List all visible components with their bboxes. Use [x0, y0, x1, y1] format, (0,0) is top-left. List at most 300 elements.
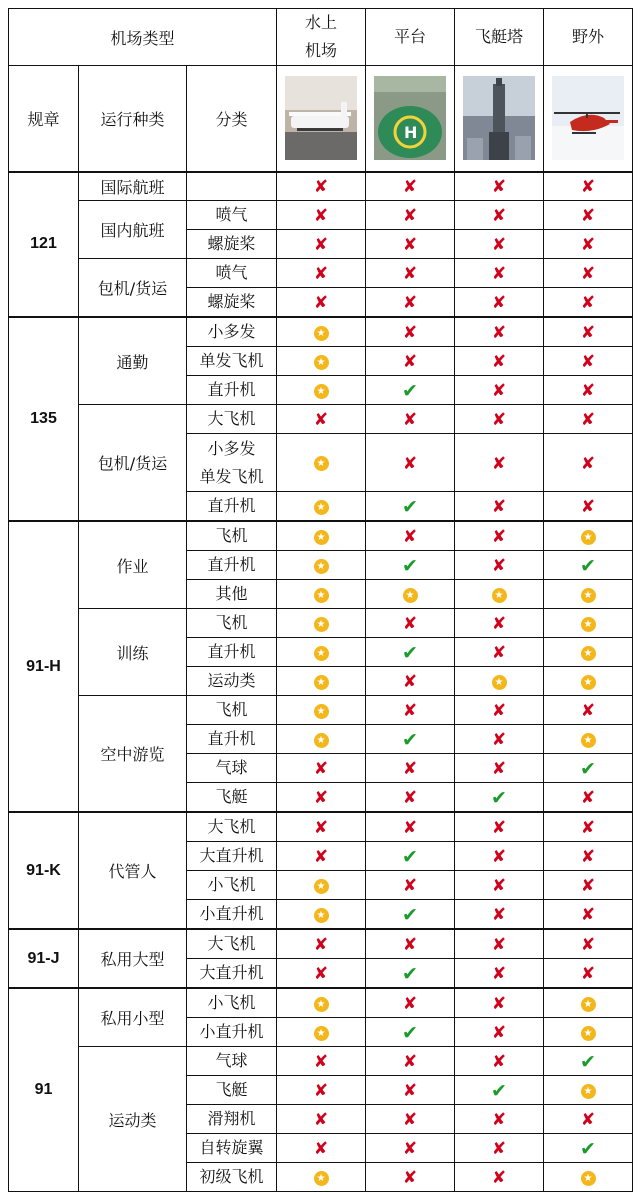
category-cell [187, 317, 277, 347]
status-cell [366, 551, 455, 580]
category-line: 大直升机 [199, 963, 264, 982]
status-cell [544, 580, 633, 609]
star-circle-icon: ★ [314, 704, 329, 719]
cross-icon: ✘ [491, 323, 507, 343]
category-cell [187, 667, 277, 696]
operation-cell: 通勤 [79, 317, 187, 405]
status-cell [277, 959, 366, 989]
cross-icon: ✘ [491, 1023, 507, 1043]
cross-icon: ✘ [402, 177, 418, 198]
category-cell [187, 580, 277, 609]
status-cell [277, 667, 366, 696]
star-circle-icon: ★ [314, 997, 329, 1012]
status-cell [455, 347, 544, 376]
status-cell [455, 551, 544, 580]
status-cell [455, 230, 544, 259]
status-cell [455, 609, 544, 638]
status-cell [544, 900, 633, 930]
operation-cell: 包机/货运 [79, 259, 187, 318]
status-cell [277, 842, 366, 871]
status-cell [455, 1018, 544, 1047]
status-cell [366, 1163, 455, 1192]
category-line: 小多发 [207, 322, 256, 341]
status-cell [366, 1134, 455, 1163]
status-cell [455, 959, 544, 989]
cross-icon: ✘ [580, 381, 596, 401]
cross-icon: ✘ [402, 614, 418, 634]
regulation-cell: 91-J [9, 929, 79, 988]
status-cell [544, 1018, 633, 1047]
table-row [9, 317, 633, 347]
operation-cell: 国内航班 [79, 201, 187, 259]
cross-icon: ✘ [491, 876, 507, 896]
cross-icon: ✘ [402, 1081, 418, 1101]
cross-icon: ✘ [580, 352, 596, 372]
status-cell [544, 754, 633, 783]
category-cell [187, 1076, 277, 1105]
cross-icon: ✘ [313, 1081, 329, 1101]
cross-icon: ✘ [402, 935, 418, 955]
status-cell [366, 521, 455, 551]
status-cell [544, 317, 633, 347]
star-circle-icon: ★ [314, 1171, 329, 1186]
category-cell [187, 812, 277, 842]
category-line: 螺旋桨 [207, 234, 256, 253]
cross-icon: ✘ [491, 556, 507, 576]
status-cell [544, 1076, 633, 1105]
table-row [9, 696, 633, 725]
cross-icon: ✘ [402, 235, 418, 255]
category-line: 直升机 [207, 555, 256, 574]
category-line: 气球 [215, 1051, 248, 1070]
header-operation-type: 运行种类 [79, 66, 187, 172]
cross-icon: ✘ [580, 876, 596, 896]
category-cell [187, 172, 277, 201]
status-cell [366, 754, 455, 783]
cross-icon: ✘ [313, 759, 329, 779]
category-line: 气球 [215, 758, 248, 777]
airship-tower-photo [455, 76, 543, 160]
status-cell [544, 696, 633, 725]
cross-icon: ✘ [580, 177, 596, 198]
star-circle-icon: ★ [581, 733, 596, 748]
status-cell [544, 667, 633, 696]
status-cell [455, 988, 544, 1018]
star-circle-icon: ★ [581, 646, 596, 661]
star-circle-icon: ★ [581, 1084, 596, 1099]
status-cell [366, 667, 455, 696]
operation-cell: 空中游览 [79, 696, 187, 813]
svg-text:H: H [404, 123, 418, 143]
category-cell [187, 259, 277, 288]
table-row [9, 201, 633, 230]
status-cell [455, 172, 544, 201]
cross-icon: ✘ [491, 759, 507, 779]
category-line: 直升机 [207, 729, 256, 748]
status-cell [544, 812, 633, 842]
status-cell [277, 317, 366, 347]
status-cell [277, 725, 366, 754]
cross-icon: ✘ [313, 235, 329, 255]
check-icon: ✔ [580, 555, 596, 577]
status-cell [277, 347, 366, 376]
operation-cell: 私用小型 [79, 988, 187, 1047]
table-row [9, 812, 633, 842]
star-circle-icon: ★ [314, 384, 329, 399]
category-line: 飞机 [215, 526, 248, 545]
cross-icon: ✘ [402, 1168, 418, 1188]
cross-icon: ✘ [491, 453, 507, 474]
cross-icon: ✘ [491, 847, 507, 867]
status-cell [544, 1134, 633, 1163]
category-line: 运动类 [207, 671, 256, 690]
star-circle-icon: ★ [314, 355, 329, 370]
category-cell [187, 376, 277, 405]
category-cell [187, 842, 277, 871]
cross-icon: ✘ [580, 206, 596, 226]
status-cell [455, 492, 544, 522]
cross-icon: ✘ [402, 410, 418, 430]
operation-cell: 训练 [79, 609, 187, 696]
status-cell [544, 842, 633, 871]
cross-icon: ✘ [313, 264, 329, 284]
category-line: 其他 [215, 584, 248, 603]
category-line: 滑翔机 [207, 1109, 256, 1128]
header-col-3 [455, 9, 544, 66]
category-line: 喷气 [215, 263, 248, 282]
header-col-line: 机场 [304, 41, 337, 60]
regulation-cell: 135 [9, 317, 79, 521]
regulation-cell: 91 [9, 988, 79, 1192]
status-cell [455, 1163, 544, 1192]
cross-icon: ✘ [402, 453, 418, 474]
star-circle-icon: ★ [581, 617, 596, 632]
category-cell [187, 1047, 277, 1076]
star-circle-icon: ★ [581, 588, 596, 603]
status-cell [366, 230, 455, 259]
status-cell [455, 580, 544, 609]
cross-icon: ✘ [313, 293, 329, 313]
category-line: 自转旋翼 [199, 1138, 264, 1157]
category-cell [187, 434, 277, 492]
category-cell [187, 230, 277, 259]
category-cell [187, 609, 277, 638]
star-circle-icon: ★ [314, 617, 329, 632]
cross-icon: ✘ [580, 788, 596, 808]
star-circle-icon: ★ [314, 530, 329, 545]
cross-icon: ✘ [491, 293, 507, 313]
status-cell [366, 1076, 455, 1105]
category-line: 单发飞机 [199, 351, 264, 370]
status-cell [455, 696, 544, 725]
status-cell [277, 405, 366, 434]
category-line: 小飞机 [207, 875, 256, 894]
table-row [9, 988, 633, 1018]
status-cell [544, 959, 633, 989]
status-cell [544, 638, 633, 667]
status-cell [277, 988, 366, 1018]
cross-icon: ✘ [402, 1139, 418, 1159]
status-cell [366, 609, 455, 638]
status-cell [455, 725, 544, 754]
status-cell [455, 638, 544, 667]
category-cell [187, 783, 277, 813]
status-cell [277, 492, 366, 522]
status-cell [277, 754, 366, 783]
category-line: 直升机 [207, 496, 256, 515]
category-cell [187, 900, 277, 930]
cross-icon: ✘ [313, 1110, 329, 1130]
status-cell [544, 405, 633, 434]
check-icon: ✔ [491, 1080, 507, 1102]
status-cell [277, 1134, 366, 1163]
check-icon: ✔ [580, 1138, 596, 1160]
status-cell [455, 1134, 544, 1163]
header-row-2 [9, 66, 633, 172]
status-cell [544, 376, 633, 405]
category-cell [187, 959, 277, 989]
cross-icon: ✘ [491, 1139, 507, 1159]
category-line: 直升机 [207, 642, 256, 661]
status-cell [277, 521, 366, 551]
cross-icon: ✘ [313, 1139, 329, 1159]
header-category: 分类 [187, 66, 277, 172]
cross-icon: ✘ [313, 788, 329, 808]
cross-icon: ✘ [402, 264, 418, 284]
status-cell [366, 900, 455, 930]
header-col-4 [544, 9, 633, 66]
table-row [9, 259, 633, 288]
category-cell [187, 347, 277, 376]
star-circle-icon: ★ [581, 997, 596, 1012]
status-cell [277, 376, 366, 405]
status-cell [544, 1047, 633, 1076]
operation-cell: 代管人 [79, 812, 187, 929]
status-cell [544, 871, 633, 900]
category-cell [187, 1105, 277, 1134]
star-circle-icon: ★ [492, 588, 507, 603]
star-circle-icon: ★ [314, 456, 329, 471]
cross-icon: ✘ [580, 701, 596, 721]
cross-icon: ✘ [580, 410, 596, 430]
status-cell [455, 1105, 544, 1134]
status-cell [277, 900, 366, 930]
check-icon: ✔ [402, 846, 418, 868]
cross-icon: ✘ [402, 352, 418, 372]
category-cell [187, 725, 277, 754]
star-circle-icon: ★ [314, 500, 329, 515]
category-cell [187, 929, 277, 959]
category-line: 直升机 [207, 380, 256, 399]
status-cell [544, 783, 633, 813]
status-cell [277, 230, 366, 259]
status-cell [544, 201, 633, 230]
cross-icon: ✘ [580, 235, 596, 255]
cross-icon: ✘ [402, 994, 418, 1014]
status-cell [277, 783, 366, 813]
operation-cell: 国际航班 [79, 172, 187, 201]
cross-icon: ✘ [402, 701, 418, 721]
cross-icon: ✘ [491, 410, 507, 430]
regulation-cell: 91-K [9, 812, 79, 929]
check-icon: ✔ [402, 496, 418, 518]
status-cell [544, 230, 633, 259]
cross-icon: ✘ [580, 818, 596, 838]
cross-icon: ✘ [491, 381, 507, 401]
category-line: 初级飞机 [199, 1167, 264, 1186]
cross-icon: ✘ [580, 1110, 596, 1130]
category-line: 大飞机 [207, 409, 256, 428]
status-cell [544, 347, 633, 376]
category-cell [187, 405, 277, 434]
status-cell [544, 1105, 633, 1134]
status-cell [366, 783, 455, 813]
cross-icon: ✘ [580, 453, 596, 474]
star-circle-icon: ★ [403, 588, 418, 603]
status-cell [366, 842, 455, 871]
cross-icon: ✘ [491, 994, 507, 1014]
status-cell [455, 871, 544, 900]
header-col-line: 平台 [393, 27, 426, 46]
cross-icon: ✘ [491, 1110, 507, 1130]
check-icon: ✔ [402, 555, 418, 577]
regulation-cell: 121 [9, 172, 79, 318]
status-cell [455, 288, 544, 318]
status-cell [366, 1047, 455, 1076]
category-cell [187, 288, 277, 318]
cross-icon: ✘ [580, 323, 596, 343]
category-cell [187, 551, 277, 580]
cross-icon: ✘ [313, 964, 329, 984]
cross-icon: ✘ [402, 672, 418, 692]
check-icon: ✔ [402, 1022, 418, 1044]
status-cell [277, 288, 366, 318]
cross-icon: ✘ [402, 527, 418, 547]
status-cell [277, 259, 366, 288]
table-row [9, 172, 633, 201]
header-col-line: 水上 [304, 13, 337, 32]
cross-icon: ✘ [580, 264, 596, 284]
status-cell [366, 434, 455, 492]
regulation-cell: 91-H [9, 521, 79, 812]
cross-icon: ✘ [491, 818, 507, 838]
status-cell [277, 638, 366, 667]
cross-icon: ✘ [402, 818, 418, 838]
status-cell [544, 172, 633, 201]
table-row [9, 405, 633, 434]
star-circle-icon: ★ [314, 908, 329, 923]
category-line: 飞艇 [215, 1080, 248, 1099]
status-cell [455, 842, 544, 871]
status-cell [366, 812, 455, 842]
category-cell [187, 1163, 277, 1192]
operation-cell: 运动类 [79, 1047, 187, 1192]
header-col-1 [277, 9, 366, 66]
status-cell [366, 1105, 455, 1134]
status-cell [455, 376, 544, 405]
cross-icon: ✘ [491, 643, 507, 663]
status-cell [544, 988, 633, 1018]
category-line: 螺旋桨 [207, 292, 256, 311]
status-cell [455, 783, 544, 813]
table-row [9, 609, 633, 638]
status-cell [544, 551, 633, 580]
star-circle-icon: ★ [314, 879, 329, 894]
status-cell [455, 434, 544, 492]
check-icon: ✔ [402, 642, 418, 664]
status-cell [455, 405, 544, 434]
operation-cell: 包机/货运 [79, 405, 187, 522]
status-cell [366, 492, 455, 522]
cross-icon: ✘ [402, 323, 418, 343]
cross-icon: ✘ [580, 935, 596, 955]
cross-icon: ✘ [402, 1110, 418, 1130]
field-helicopter-photo [544, 76, 632, 160]
cross-icon: ✘ [491, 206, 507, 226]
status-cell [366, 405, 455, 434]
cross-icon: ✘ [491, 1168, 507, 1188]
status-cell [277, 1105, 366, 1134]
operation-cell: 作业 [79, 521, 187, 609]
category-cell [187, 638, 277, 667]
status-cell [544, 521, 633, 551]
status-cell [544, 288, 633, 318]
status-cell [366, 347, 455, 376]
status-cell [366, 1018, 455, 1047]
header-airport-type: 机场类型 [9, 9, 277, 66]
status-cell [544, 1163, 633, 1192]
status-cell [366, 317, 455, 347]
status-cell [366, 725, 455, 754]
status-cell [544, 725, 633, 754]
header-photo-cell [544, 66, 633, 172]
header-col-line: 野外 [571, 27, 604, 46]
cross-icon: ✘ [491, 497, 507, 517]
cross-icon: ✘ [491, 1052, 507, 1072]
category-cell [187, 201, 277, 230]
status-cell [366, 580, 455, 609]
status-cell [277, 1047, 366, 1076]
check-icon: ✔ [580, 758, 596, 780]
status-cell [366, 259, 455, 288]
category-line: 小直升机 [199, 1022, 264, 1041]
star-circle-icon: ★ [581, 1171, 596, 1186]
cross-icon: ✘ [313, 410, 329, 430]
cross-icon: ✘ [580, 905, 596, 925]
status-cell [277, 871, 366, 900]
cross-icon: ✘ [313, 935, 329, 955]
cross-icon: ✘ [491, 905, 507, 925]
check-icon: ✔ [580, 1051, 596, 1073]
header-photo-cell [366, 66, 455, 172]
star-circle-icon: ★ [581, 530, 596, 545]
cross-icon: ✘ [402, 788, 418, 808]
status-cell [366, 959, 455, 989]
category-cell [187, 1018, 277, 1047]
status-cell [366, 929, 455, 959]
cross-icon: ✘ [313, 177, 329, 198]
status-cell [277, 812, 366, 842]
star-circle-icon: ★ [314, 588, 329, 603]
category-cell [187, 521, 277, 551]
cross-icon: ✘ [402, 876, 418, 896]
status-cell [455, 900, 544, 930]
status-cell [366, 988, 455, 1018]
status-cell [455, 929, 544, 959]
status-cell [366, 376, 455, 405]
table-row [9, 929, 633, 959]
check-icon: ✔ [402, 380, 418, 402]
